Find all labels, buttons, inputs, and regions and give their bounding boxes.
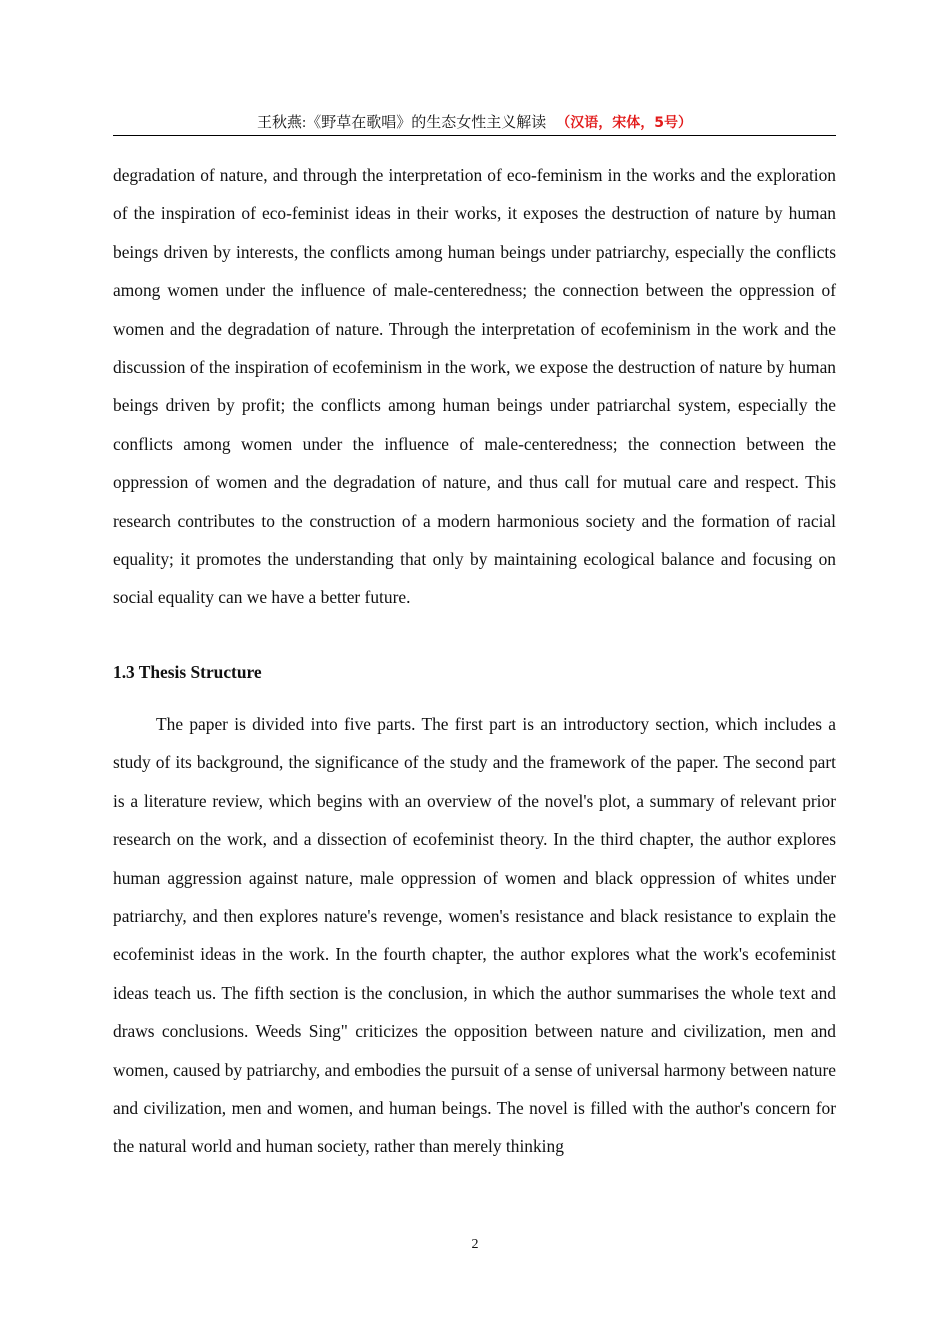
section-heading: 1.3 Thesis Structure xyxy=(113,662,262,682)
running-header xyxy=(113,113,836,136)
header-format-note: （汉语，宋体，5号） xyxy=(556,115,692,131)
page-number: 2 xyxy=(471,1237,479,1252)
header-title: 王秋燕:《野草在歌唱》的生态女性主义解读 xyxy=(257,115,547,131)
body-paragraph-2: The paper is divided into five parts. The first part is an introductory section, which includes a study of its background, the significance of the study and the framework of the paper. The second part is a literature review, which begins with an overview of the novel's plot, a summary of relevant prior research on the work, and a dissection of ecofeminist theory. In the third chapter, the author explores human aggression against nature, male oppression of women and black oppression of whites under patriarchy, and then explores nature's revenge, women's resistance and black resistance to explain the ecofeminist ideas in the work. In the fourth chapter, the author explores what the work's ecofeminist ideas teach us. The fifth section is the conclusion, in which the author summarises the whole text and draws conclusions. Weeds Sing" criticizes the opposition between nature and civilization, men and women, caused by patriarchy, and embodies the pursuit of a sense of universal harmony between nature and civilization, men and women, and human beings. The novel is filled with the author's concern for the natural world and human society, rather than merely thinking xyxy=(113,714,836,1157)
body-paragraph-1: degradation of nature, and through the interpretation of eco-feminism in the works and the exploration of the inspiration of eco-feminist ideas in their works, it exposes the destruction of nature by human beings driven by interests, the conflicts among human beings under patriarchy, especially the conflicts among women under the influence of male-centeredness; the connection between the oppression of women and the degradation of nature. Through the interpretation of ecofeminism in the work and the discussion of the inspiration of ecofeminism in the work, we expose the destruction of nature by human beings driven by profit; the conflicts among human beings under patriarchal system, especially the conflicts among women under the influence of male-centeredness; the connection between the oppression of women and the degradation of nature, and thus call for mutual care and respect. This research contributes to the construction of a modern harmonious society and the formation of racial equality; it promotes the understanding that only by maintaining ecological balance and focusing on social equality can we have a better future. xyxy=(113,165,836,608)
